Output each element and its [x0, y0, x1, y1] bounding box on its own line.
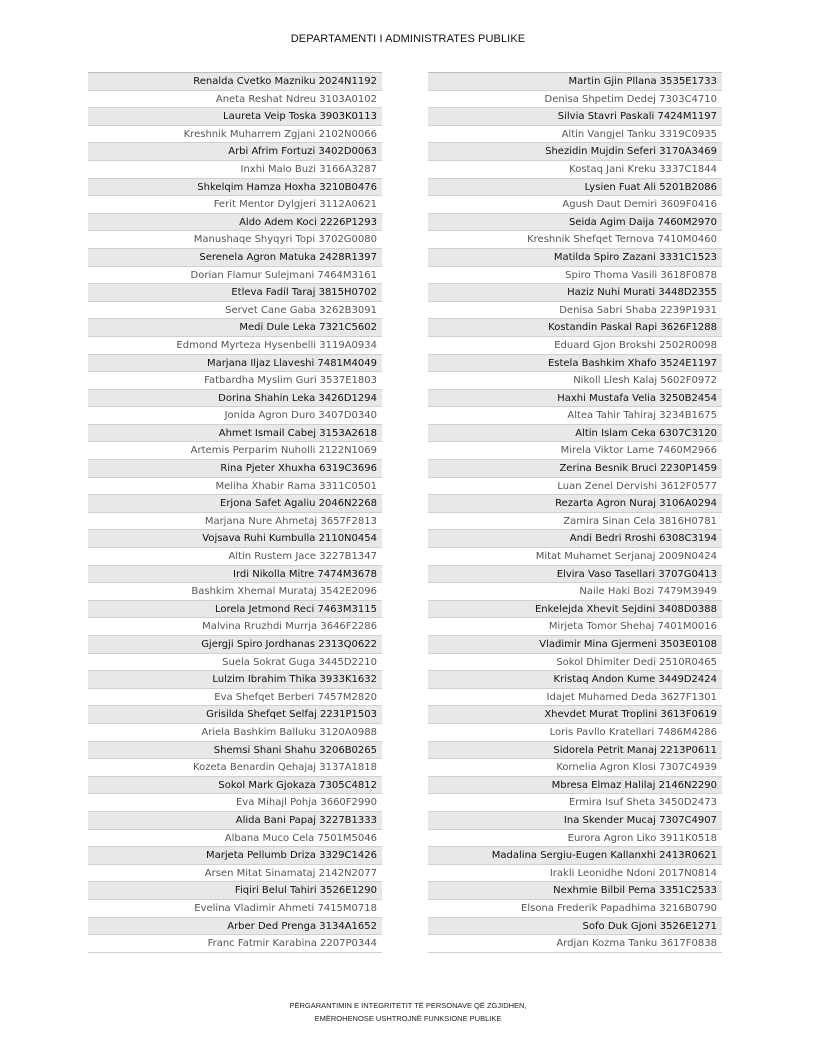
list-item: Mirela Viktor Lame 7460M2966 — [428, 442, 722, 460]
list-item: Mitat Muhamet Serjanaj 2009N0424 — [428, 548, 722, 566]
list-item: Arber Ded Prenga 3134A1652 — [88, 918, 382, 936]
list-item: Madalina Sergiu-Eugen Kallanxhi 2413R0621 — [428, 847, 722, 865]
list-item: Kostaq Jani Kreku 3337C1844 — [428, 161, 722, 179]
list-item: Manushaqe Shyqyri Topi 3702G0080 — [88, 231, 382, 249]
list-item: Ermira Isuf Sheta 3450D2473 — [428, 794, 722, 812]
list-item: Aldo Adem Koci 2226P1293 — [88, 214, 382, 232]
list-item: Martin Gjin Pllana 3535E1733 — [428, 73, 722, 91]
list-item: Shemsi Shani Shahu 3206B0265 — [88, 742, 382, 760]
list-item: Vladimir Mina Gjermeni 3503E0108 — [428, 636, 722, 654]
list-item: Suela Sokrat Guga 3445D2210 — [88, 654, 382, 672]
list-item: Ahmet Ismail Cabej 3153A2618 — [88, 425, 382, 443]
list-item: Naile Haki Bozi 7479M3949 — [428, 583, 722, 601]
list-item: Spiro Thoma Vasili 3618F0878 — [428, 267, 722, 285]
list-item: Ina Skender Mucaj 7307C4907 — [428, 812, 722, 830]
list-item: Rina Pjeter Xhuxha 6319C3696 — [88, 460, 382, 478]
list-item: Haxhi Mustafa Velia 3250B2454 — [428, 390, 722, 408]
list-item: Marjana Iljaz Llaveshi 7481M4049 — [88, 355, 382, 373]
list-item: Agush Daut Demiri 3609F0416 — [428, 196, 722, 214]
list-item: Evelina Vladimir Ahmeti 7415M0718 — [88, 900, 382, 918]
list-item: Kreshnik Muharrem Zgjani 2102N0066 — [88, 126, 382, 144]
list-item: Altin Islam Ceka 6307C3120 — [428, 425, 722, 443]
list-item: Kreshnik Shefqet Ternova 7410M0460 — [428, 231, 722, 249]
list-item: Irdi Nikolla Mitre 7474M3678 — [88, 566, 382, 584]
list-item: Altea Tahir Tahiraj 3234B1675 — [428, 407, 722, 425]
list-item: Mbresa Elmaz Halilaj 2146N2290 — [428, 777, 722, 795]
list-item: Marjana Nure Ahmetaj 3657F2813 — [88, 513, 382, 531]
list-item: Ferit Mentor Dylgjeri 3112A0621 — [88, 196, 382, 214]
list-item: Vojsava Ruhi Kumbulla 2110N0454 — [88, 530, 382, 548]
list-item: Fiqiri Belul Tahiri 3526E1290 — [88, 882, 382, 900]
list-item: Sokol Dhimiter Dedi 2510R0465 — [428, 654, 722, 672]
footer-line-1: PËRGARANTIMIN E INTEGRITETIT TË PERSONAVE QË ZGJIDHEN, — [289, 1001, 527, 1010]
list-item: Servet Cane Gaba 3262B3091 — [88, 302, 382, 320]
list-item: Andi Bedri Rroshi 6308C3194 — [428, 530, 722, 548]
list-item: Marjeta Pellumb Driza 3329C1426 — [88, 847, 382, 865]
list-item: Grisilda Shefqet Selfaj 2231P1503 — [88, 706, 382, 724]
list-item: Kristaq Andon Kume 3449D2424 — [428, 671, 722, 689]
list-item: Lorela Jetmond Reci 7463M3115 — [88, 601, 382, 619]
list-item: Eva Shefqet Berberi 7457M2820 — [88, 689, 382, 707]
list-item: Erjona Safet Agaliu 2046N2268 — [88, 495, 382, 513]
list-item: Silvia Stavri Paskali 7424M1197 — [428, 108, 722, 126]
list-item: Kornelia Agron Klosi 7307C4939 — [428, 759, 722, 777]
list-item: Sokol Mark Gjokaza 7305C4812 — [88, 777, 382, 795]
list-item: Nikoll Llesh Kalaj 5602F0972 — [428, 372, 722, 390]
list-item: Inxhi Malo Buzi 3166A3287 — [88, 161, 382, 179]
list-item: Gjergji Spiro Jordhanas 2313Q0622 — [88, 636, 382, 654]
list-item: Luan Zenel Dervishi 3612F0577 — [428, 478, 722, 496]
list-item: Denisa Shpetim Dedej 7303C4710 — [428, 91, 722, 109]
list-item: Shezidin Mujdin Seferi 3170A3469 — [428, 143, 722, 161]
list-item: Laureta Veip Toska 3903K0113 — [88, 108, 382, 126]
list-item: Lulzim Ibrahim Thika 3933K1632 — [88, 671, 382, 689]
list-item: Kostandin Paskal Rapi 3626F1288 — [428, 319, 722, 337]
list-item: Meliha Xhabir Rama 3311C0501 — [88, 478, 382, 496]
list-item: Estela Bashkim Xhafo 3524E1197 — [428, 355, 722, 373]
list-item: Eva Mihajl Pohja 3660F2990 — [88, 794, 382, 812]
list-item: Enkelejda Xhevit Sejdini 3408D0388 — [428, 601, 722, 619]
list-item: Sofo Duk Gjoni 3526E1271 — [428, 918, 722, 936]
list-item: Shkelqim Hamza Hoxha 3210B0476 — [88, 179, 382, 197]
list-item: Rezarta Agron Nuraj 3106A0294 — [428, 495, 722, 513]
list-item: Haziz Nuhi Murati 3448D2355 — [428, 284, 722, 302]
list-item: Zerina Besnik Bruci 2230P1459 — [428, 460, 722, 478]
list-item: Arbi Afrim Fortuzi 3402D0063 — [88, 143, 382, 161]
list-item: Altin Vangjel Tanku 3319C0935 — [428, 126, 722, 144]
list-item: Mirjeta Tomor Shehaj 7401M0016 — [428, 618, 722, 636]
list-item: Ariela Bashkim Balluku 3120A0988 — [88, 724, 382, 742]
list-item: Denisa Sabri Shaba 2239P1931 — [428, 302, 722, 320]
list-item: Eurora Agron Liko 3911K0518 — [428, 830, 722, 848]
list-item: Idajet Muhamed Deda 3627F1301 — [428, 689, 722, 707]
list-item: Fatbardha Myslim Guri 3537E1803 — [88, 372, 382, 390]
left-name-list — [88, 72, 382, 953]
list-item: Albana Muco Cela 7501M5046 — [88, 830, 382, 848]
list-item: Renalda Cvetko Mazniku 2024N1192 — [88, 73, 382, 91]
list-item: Altin Rustem Jace 3227B1347 — [88, 548, 382, 566]
list-item: Ardjan Kozma Tanku 3617F0838 — [428, 935, 722, 953]
list-item: Franc Fatmir Karabina 2207P0344 — [88, 935, 382, 953]
list-item: Alida Bani Papaj 3227B1333 — [88, 812, 382, 830]
list-item: Etleva Fadil Taraj 3815H0702 — [88, 284, 382, 302]
page-title: DEPARTAMENTI I ADMINISTRATES PUBLIKE — [290, 33, 526, 45]
list-item: Serenela Agron Matuka 2428R1397 — [88, 249, 382, 267]
list-item: Bashkim Xhemal Murataj 3542E2096 — [88, 583, 382, 601]
list-item: Eduard Gjon Brokshi 2502R0098 — [428, 337, 722, 355]
list-item: Artemis Perparim Nuholli 2122N1069 — [88, 442, 382, 460]
list-item: Xhevdet Murat Troplini 3613F0619 — [428, 706, 722, 724]
footer-line-2: EMËROHENOSE USHTROJNË FUNKSIONE PUBLIKE — [314, 1014, 502, 1023]
list-item: Dorian Flamur Sulejmani 7464M3161 — [88, 267, 382, 285]
list-item: Dorina Shahin Leka 3426D1294 — [88, 390, 382, 408]
list-item: Elsona Frederik Papadhima 3216B0790 — [428, 900, 722, 918]
right-name-list — [428, 72, 722, 953]
list-item: Seida Agim Daija 7460M2970 — [428, 214, 722, 232]
list-item: Kozeta Benardin Qehajaj 3137A1818 — [88, 759, 382, 777]
list-item: Medi Dule Leka 7321C5602 — [88, 319, 382, 337]
list-item: Loris Pavllo Kratellari 7486M4286 — [428, 724, 722, 742]
list-item: Edmond Myrteza Hysenbelli 3119A0934 — [88, 337, 382, 355]
list-item: Irakli Leonidhe Ndoni 2017N0814 — [428, 865, 722, 883]
page-footer — [0, 999, 816, 1025]
list-item: Arsen Mitat Sinamataj 2142N2077 — [88, 865, 382, 883]
list-item: Sidorela Petrit Manaj 2213P0611 — [428, 742, 722, 760]
list-item: Elvira Vaso Tasellari 3707G0413 — [428, 566, 722, 584]
list-item: Jonida Agron Duro 3407D0340 — [88, 407, 382, 425]
list-item: Zamira Sinan Cela 3816H0781 — [428, 513, 722, 531]
list-item: Aneta Reshat Ndreu 3103A0102 — [88, 91, 382, 109]
list-item: Matilda Spiro Zazani 3331C1523 — [428, 249, 722, 267]
list-item: Malvina Rruzhdi Murrja 3646F2286 — [88, 618, 382, 636]
list-item: Nexhmie Bilbil Pema 3351C2533 — [428, 882, 722, 900]
list-item: Lysien Fuat Ali 5201B2086 — [428, 179, 722, 197]
